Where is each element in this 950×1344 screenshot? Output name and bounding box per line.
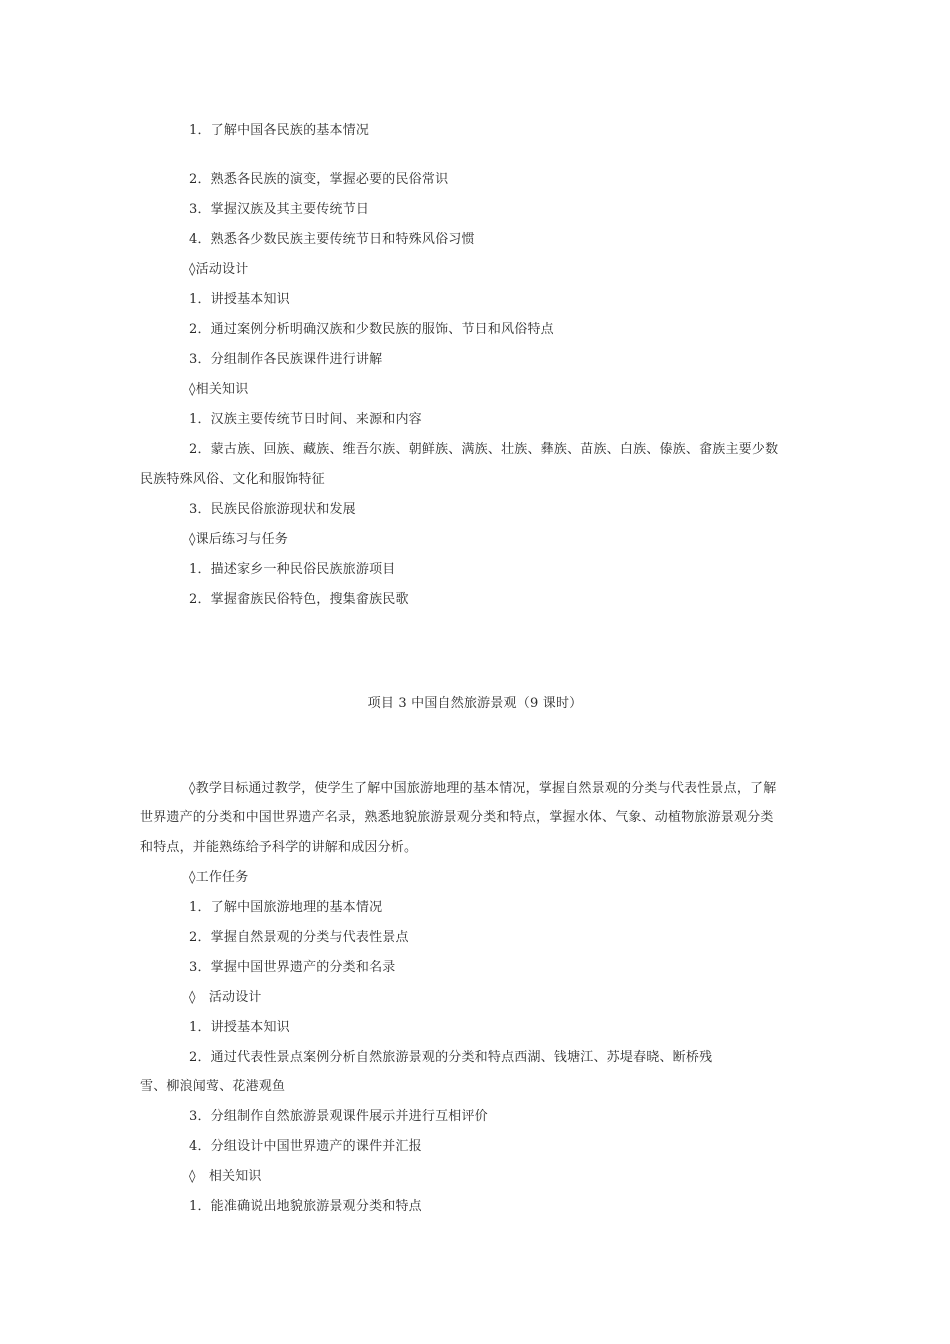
goal-item-4: 4．熟悉各少数民族主要传统节日和特殊风俗习惯: [189, 232, 475, 247]
task-item-2: 2．掌握自然景观的分类与代表性景点: [189, 930, 409, 945]
heading-activity-design: ◊活动设计: [189, 262, 249, 277]
activity2-item-2-continued: 雪、柳浪闻莺、花港观鱼: [140, 1079, 286, 1094]
activity-item-3: 3．分组制作各民族课件进行讲解: [189, 352, 383, 367]
project-title: 项目 3 中国自然旅游景观（9 课时）: [367, 696, 583, 711]
goal-item-1: 1．了解中国各民族的基本情况: [189, 123, 370, 138]
exercise-item-2: 2．掌握畲族民俗特色，搜集畲族民歌: [189, 592, 409, 607]
exercise-item-1: 1．描述家乡一种民俗民族旅游项目: [189, 562, 396, 577]
activity-item-2: 2．通过案例分析明确汉族和少数民族的服饰、节日和风俗特点: [189, 322, 554, 337]
knowledge-item-2: 2．蒙古族、回族、藏族、维吾尔族、朝鲜族、满族、壮族、彝族、苗族、白族、傣族、畲族主要少数: [189, 442, 779, 457]
teaching-goal-line-3: 和特点，并能熟练给予科学的讲解和成因分析。: [140, 840, 418, 855]
task-item-1: 1．了解中国旅游地理的基本情况: [189, 900, 383, 915]
teaching-goal-line-2: 世界遗产的分类和中国世界遗产名录，熟悉地貌旅游景观分类和特点，掌握水体、气象、动植物旅游景观分类: [140, 810, 774, 825]
knowledge-item-1: 1．汉族主要传统节日时间、来源和内容: [189, 412, 422, 427]
activity2-item-2: 2．通过代表性景点案例分析自然旅游景观的分类和特点西湖、钱塘江、苏堤春晓、断桥残: [189, 1050, 713, 1065]
heading-work-tasks: ◊工作任务: [189, 870, 249, 885]
goal-item-3: 3．掌握汉族及其主要传统节日: [189, 202, 370, 217]
heading-activity-design-2: ◊ 活动设计: [189, 990, 262, 1005]
knowledge-item-2-continued: 民族特殊风俗、文化和服饰特征: [140, 472, 325, 487]
task-item-3: 3．掌握中国世界遗产的分类和名录: [189, 960, 396, 975]
activity2-item-4: 4．分组设计中国世界遗产的课件并汇报: [189, 1139, 422, 1154]
teaching-goal-line-1: ◊教学目标通过教学，使学生了解中国旅游地理的基本情况，掌握自然景观的分类与代表性景点，了解: [189, 781, 777, 796]
activity2-item-3: 3．分组制作自然旅游景观课件展示并进行互相评价: [189, 1109, 488, 1124]
knowledge2-item-1: 1．能准确说出地貌旅游景观分类和特点: [189, 1199, 422, 1214]
activity-item-1: 1．讲授基本知识: [189, 292, 290, 307]
activity2-item-1: 1．讲授基本知识: [189, 1020, 290, 1035]
heading-related-knowledge: ◊相关知识: [189, 382, 249, 397]
knowledge-item-3: 3．民族民俗旅游现状和发展: [189, 502, 356, 517]
heading-exercises-tasks: ◊课后练习与任务: [189, 532, 289, 547]
goal-item-2: 2．熟悉各民族的演变，掌握必要的民俗常识: [189, 172, 449, 187]
heading-related-knowledge-2: ◊ 相关知识: [189, 1169, 262, 1184]
